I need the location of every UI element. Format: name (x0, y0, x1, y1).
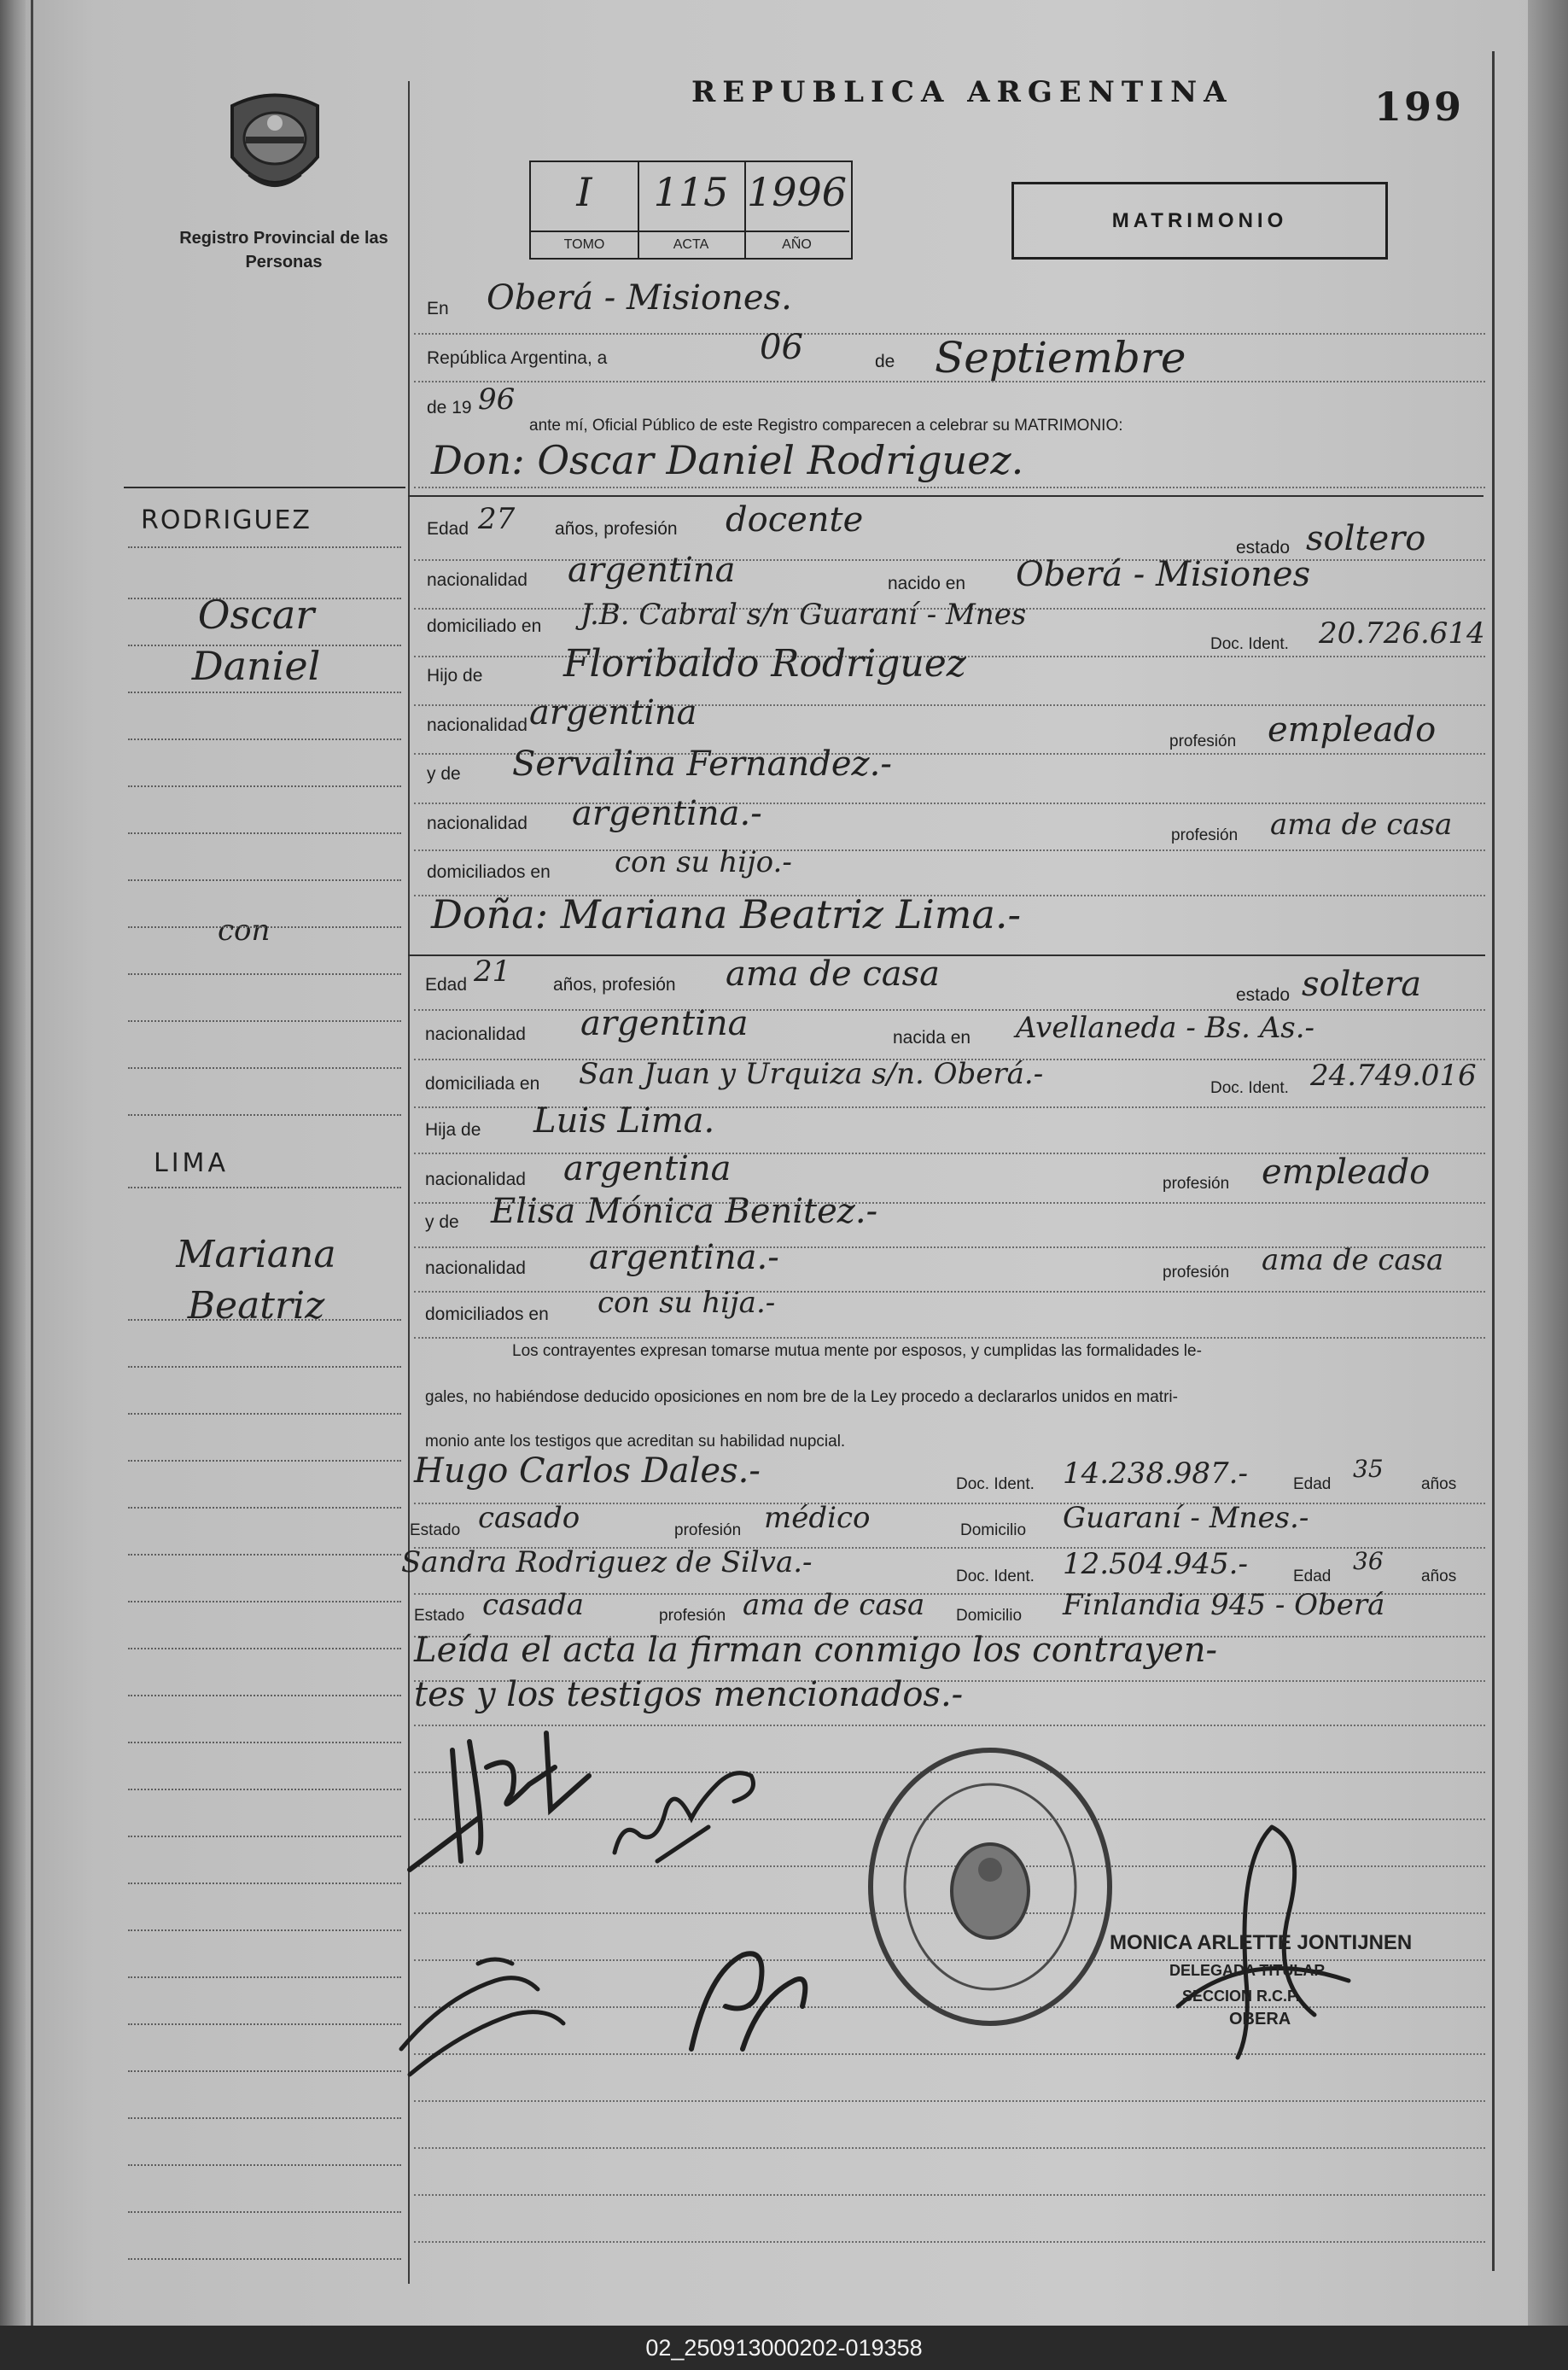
signature-bride-icon (606, 1733, 768, 1870)
label-estado-b: estado (1236, 985, 1291, 1005)
witness-1-profession: médico (764, 1501, 871, 1535)
page-number: 199 (1374, 84, 1465, 130)
label-anos-profesion-b: años, profesión (553, 975, 676, 995)
groom-nationality: argentina (568, 551, 736, 590)
bride-margin-given: Mariana Beatriz (176, 1233, 336, 1328)
groom-age: 27 (478, 502, 516, 536)
bride-address: San Juan y Urquiza s/n. Oberá.- (579, 1057, 1044, 1091)
line (128, 1695, 401, 1696)
bride-status: soltera (1302, 965, 1422, 1004)
signature-witness-2-icon (674, 1921, 819, 2066)
groom-born-in: Oberá - Misiones (1016, 555, 1311, 594)
groom-margin-surname: RODRIGUEZ (141, 505, 312, 535)
bride-nationality: argentina (580, 1004, 749, 1043)
witness-2-name: Sandra Rodriguez de Silva.- (401, 1545, 813, 1579)
marriage-place: Oberá - Misiones. (487, 278, 792, 318)
official-city: OBERA (1229, 2010, 1291, 2029)
line (128, 1929, 401, 1931)
label-nacionalidad-b: nacionalidad (425, 1024, 526, 1044)
groom-mother-nationality: argentina.- (572, 794, 762, 833)
line (128, 645, 401, 646)
groom-father: Floribaldo Rodriguez (563, 642, 966, 686)
groom-mother-profession: ama de casa (1270, 808, 1453, 842)
label-hijo-de: Hijo de (427, 666, 483, 686)
bride-father: Luis Lima. (533, 1101, 715, 1141)
line (408, 495, 1483, 497)
line (128, 1648, 401, 1649)
label-hija-de: Hija de (425, 1120, 481, 1140)
line (128, 2258, 401, 2260)
bride-doc-id: 24.749.016 (1310, 1059, 1477, 1093)
line (128, 598, 401, 599)
label-profesion-b2: profesión (1163, 1264, 1230, 1281)
line (414, 2194, 1485, 2196)
line (414, 381, 1485, 382)
page-edge (1528, 0, 1568, 2326)
line (124, 487, 405, 488)
bride-father-nationality: argentina (563, 1149, 732, 1188)
ano-label: AÑO (744, 231, 849, 258)
declaration-line-3: monio ante los testigos que acreditan su habilidad nupcial. (425, 1433, 846, 1451)
line (128, 1067, 401, 1069)
line (414, 2147, 1485, 2149)
official-seal-icon (862, 1742, 1118, 2032)
label-domiciliada-en: domiciliada en (425, 1074, 540, 1094)
bride-father-profession: empleado (1262, 1153, 1431, 1192)
label-edad-w2: Edad (1293, 1567, 1332, 1585)
label-edad-b: Edad (425, 975, 468, 995)
label-nacionalidad-3: nacionalidad (427, 814, 528, 833)
line (414, 1337, 1485, 1339)
line (414, 487, 1485, 488)
line (128, 832, 401, 834)
bride-intro: Doña: Mariana Beatriz Lima.- (431, 891, 1022, 937)
binding-edge (31, 0, 33, 2326)
bride-mother-nationality: argentina.- (589, 1238, 779, 1277)
signature-groom-icon (401, 1716, 623, 1887)
official-title: DELEGADA TITULAR (1169, 1962, 1326, 1979)
line (414, 2241, 1485, 2243)
marriage-day: 06 (760, 328, 803, 367)
label-domiciliados-en-b: domiciliados en (425, 1305, 549, 1324)
acta-cell (638, 162, 746, 258)
line (128, 1507, 401, 1509)
line (128, 2070, 401, 2072)
witness-2-profession: ama de casa (743, 1588, 925, 1622)
official-office: SECCION R.C.P. (1182, 1988, 1300, 2005)
tomo-value: I (576, 169, 592, 215)
witness-1-age: 35 (1353, 1455, 1384, 1483)
line (128, 926, 401, 928)
marriage-year: 96 (478, 382, 516, 417)
image-id-footer: 02_250913000202-019358 (0, 2326, 1568, 2370)
label-republica: República Argentina, a (427, 348, 608, 368)
label-doc-ident-b: Doc. Ident. (1210, 1079, 1289, 1097)
line (128, 1789, 401, 1790)
label-anos-profesion: años, profesión (555, 519, 678, 539)
label-nacionalidad-b2: nacionalidad (425, 1170, 526, 1189)
groom-doc-id: 20.726.614 (1319, 616, 1485, 651)
country-title: REPUBLICA ARGENTINA (691, 75, 1233, 109)
groom-intro: Don: Oscar Daniel Rodriguez. (431, 437, 1024, 483)
line (128, 785, 401, 787)
bride-parents-domicile: con su hija.- (597, 1286, 776, 1320)
witness-1-doc-id: 14.238.987.- (1063, 1456, 1248, 1491)
label-nacionalidad-2: nacionalidad (427, 715, 528, 735)
label-anos-w1: años (1421, 1475, 1457, 1493)
witness-2-doc-id: 12.504.945.- (1063, 1547, 1248, 1581)
line (128, 1366, 401, 1368)
declaration-line-1: Los contrayentes expresan tomarse mutua mente por esposos, y cumplidas las formalidades le- (512, 1342, 1202, 1360)
groom-address: J.B. Cabral s/n Guaraní - Mnes (580, 598, 1027, 632)
label-de: de (875, 352, 895, 371)
groom-margin-given: Oscar Daniel (191, 592, 321, 689)
acta-value: 115 (653, 169, 729, 215)
line (128, 2211, 401, 2213)
document-type: MATRIMONIO (1111, 208, 1288, 232)
document-type-box (1011, 182, 1388, 260)
bride-margin-surname: LIMA (154, 1148, 229, 1178)
bride-mother: Elisa Mónica Benitez.- (491, 1192, 878, 1231)
line (128, 1976, 401, 1978)
line (128, 1413, 401, 1415)
line (408, 954, 1485, 956)
witness-1-name: Hugo Carlos Dales.- (414, 1451, 761, 1491)
groom-status: soltero (1306, 519, 1426, 558)
bride-profession: ama de casa (726, 954, 940, 994)
label-profesion-w2: profesión (659, 1607, 726, 1625)
line (128, 1020, 401, 1022)
provincial-crest-icon (224, 89, 326, 205)
line (128, 2117, 401, 2119)
groom-father-profession: empleado (1268, 710, 1437, 750)
line (414, 1009, 1485, 1011)
groom-mother: Servalina Fernandez.- (512, 744, 892, 784)
witness-2-age: 36 (1353, 1547, 1384, 1575)
label-edad: Edad (427, 519, 469, 539)
witness-2-status: casada (482, 1588, 585, 1622)
label-en: En (427, 299, 449, 318)
line (128, 879, 401, 881)
label-edad-w1: Edad (1293, 1475, 1332, 1493)
label-anos-w2: años (1421, 1567, 1457, 1585)
bride-mother-profession: ama de casa (1262, 1243, 1444, 1277)
record-reference-table (529, 161, 853, 260)
bride-margin-con: con (218, 914, 271, 948)
label-domicilio-w2: Domicilio (956, 1607, 1023, 1625)
line (128, 973, 401, 975)
line (414, 2100, 1485, 2102)
line (128, 1554, 401, 1556)
label-nacionalidad: nacionalidad (427, 570, 528, 590)
ano-value: 1996 (746, 169, 848, 215)
label-nacido-en: nacido en (888, 574, 966, 593)
line (128, 1319, 401, 1321)
label-profesion-b: profesión (1163, 1175, 1230, 1193)
label-y-de: y de (427, 764, 461, 784)
line (128, 2164, 401, 2166)
registry-name: Registro Provincial de las Personas (179, 229, 388, 271)
line (128, 1836, 401, 1837)
line (128, 738, 401, 740)
groom-parents-domicile: con su hijo.- (615, 845, 792, 879)
bride-age: 21 (474, 954, 511, 989)
label-domiciliados-en: domiciliados en (427, 862, 551, 882)
witness-2-domicile: Finlandia 945 - Oberá (1063, 1588, 1385, 1622)
line (128, 2023, 401, 2025)
declaration-line-2: gales, no habiéndose deducido oposiciones en nom bre de la Ley procedo a declararlos unidos en matri- (425, 1388, 1178, 1406)
groom-profession: docente (726, 500, 864, 540)
label-doc-ident-w2: Doc. Ident. (956, 1567, 1035, 1585)
label-estado-w2: Estado (414, 1607, 465, 1625)
label-estado: estado (1236, 538, 1291, 557)
right-margin-rule (1492, 51, 1495, 2271)
official-name: MONICA ARLETTE JONTIJNEN (1110, 1931, 1413, 1954)
closing-line-1: Leída el acta la firman conmigo los contrayen- (414, 1631, 1217, 1670)
line (128, 1601, 401, 1602)
acta-label: ACTA (638, 231, 744, 258)
line (128, 692, 401, 693)
bride-born-in: Avellaneda - Bs. As.- (1016, 1011, 1315, 1045)
line (414, 1291, 1485, 1293)
closing-line-2: tes y los testigos mencionados.- (414, 1675, 964, 1714)
book-binding (0, 0, 26, 2326)
witness-1-domicile: Guaraní - Mnes.- (1063, 1501, 1309, 1535)
label-profesion: profesión (1169, 733, 1237, 750)
marriage-month: Septiembre (935, 333, 1186, 382)
line (128, 1883, 401, 1884)
label-domicilio-w1: Domicilio (960, 1521, 1027, 1539)
label-ante-mi: ante mí, Oficial Público de este Registro comparecen a celebrar su MATRIMONIO: (529, 417, 1123, 435)
witness-1-status: casado (478, 1501, 580, 1535)
ano-cell (744, 162, 849, 258)
line (128, 1114, 401, 1116)
label-profesion-2: profesión (1171, 826, 1239, 844)
label-doc-ident-w1: Doc. Ident. (956, 1475, 1035, 1493)
label-de-year: de 19 (427, 398, 472, 417)
label-profesion-w1: profesión (674, 1521, 742, 1539)
signature-witness-1-icon (393, 1929, 615, 2083)
line (128, 546, 401, 548)
label-doc-ident: Doc. Ident. (1210, 635, 1289, 653)
line (128, 1187, 401, 1188)
line (414, 849, 1485, 851)
tomo-cell (531, 162, 639, 258)
tomo-label: TOMO (531, 231, 638, 258)
groom-father-nationality: argentina (529, 693, 697, 733)
label-estado-w1: Estado (410, 1521, 461, 1539)
label-domiciliado-en: domiciliado en (427, 616, 542, 636)
line (128, 1742, 401, 1743)
label-nacionalidad-b3: nacionalidad (425, 1258, 526, 1278)
label-nacida-en: nacida en (893, 1028, 971, 1048)
line (128, 1460, 401, 1462)
label-y-de-b: y de (425, 1212, 459, 1232)
